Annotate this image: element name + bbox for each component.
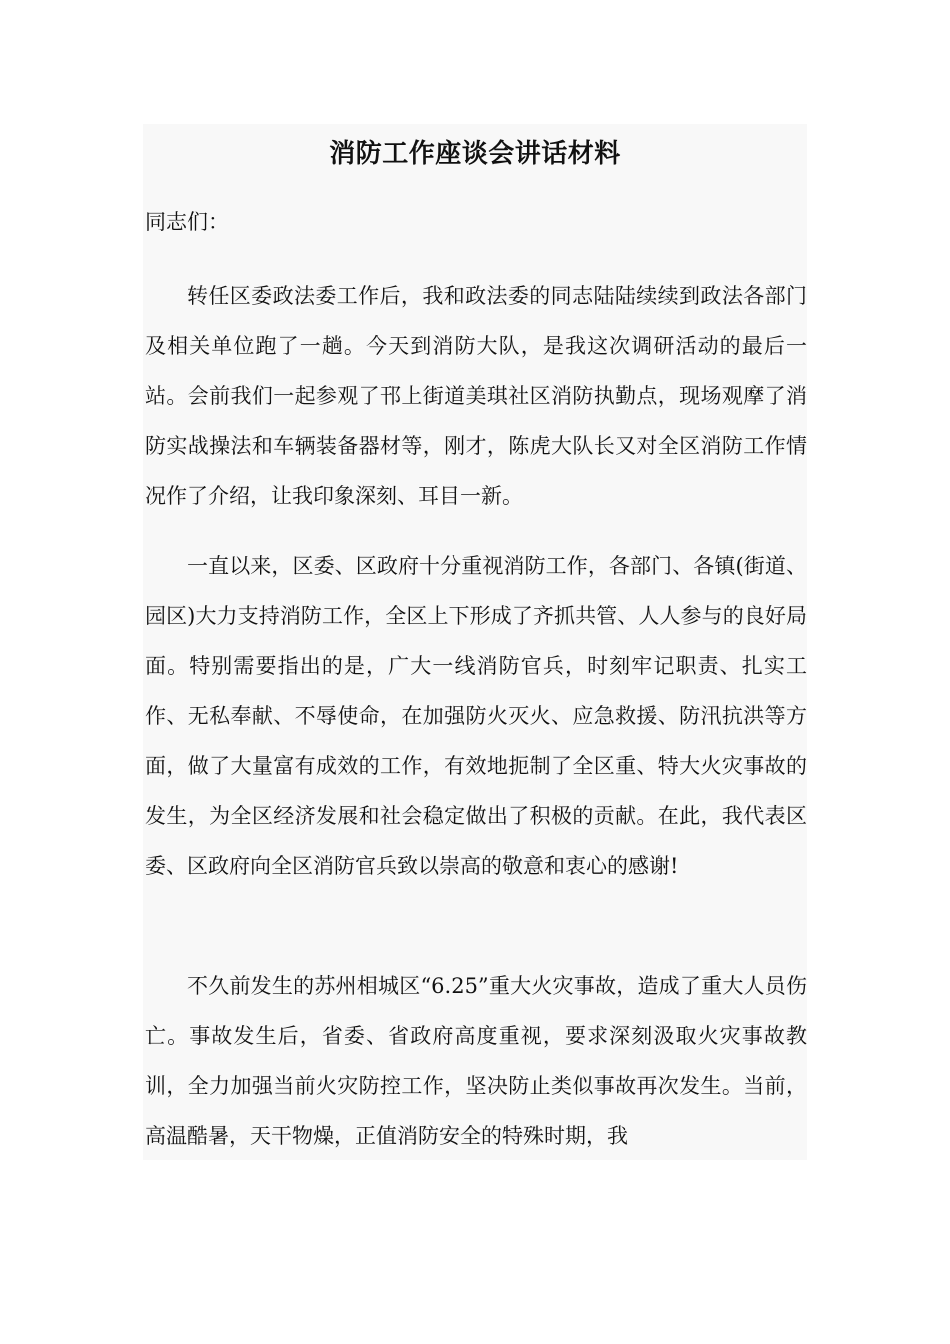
paragraph-1: 转任区委政法委工作后，我和政法委的同志陆陆续续到政法各部门及相关单位跑了一趟。今天到消防大队，是我这次调研活动的最后一站。会前我们一起参观了邗上街道美琪社区消防执勤点，现场观摩了消防实战操法和车辆装备器材等，刚才，陈虎大队长又对全区消防工作情况作了介绍，让我印象深刻、耳目一新。: [145, 284, 807, 508]
paragraph-2: 一直以来，区委、区政府十分重视消防工作，各部门、各镇(街道、园区)大力支持消防工作，全区上下形成了齐抓共管、人人参与的良好局面。特别需要指出的是，广大一线消防官兵，时刻牢记职责、扎实工作、无私奉献、不辱使命，在加强防火灭火、应急救援、防汛抗洪等方面，做了大量富有成效的工作，有效地扼制了全区重、特大火灾事故的发生，为全区经济发展和社会稳定做出了积极的贡献。在此，我代表区委、区政府向全区消防官兵致以崇高的敬意和衷心的感谢!: [145, 554, 807, 878]
salutation: 同志们：: [145, 210, 229, 234]
paragraph-3: 不久前发生的苏州相城区“6.25”重大火灾事故，造成了重大人员伤亡。事故发生后，省委、省政府高度重视，要求深刻汲取火灾事故教训，全力加强当前火灾防控工作，坚决防止类似事故再次发生。当前，高温酷暑，天干物燥，正值消防安全的特殊时期，我: [145, 974, 807, 1148]
document-title: 消防工作座谈会讲话材料: [329, 139, 621, 169]
